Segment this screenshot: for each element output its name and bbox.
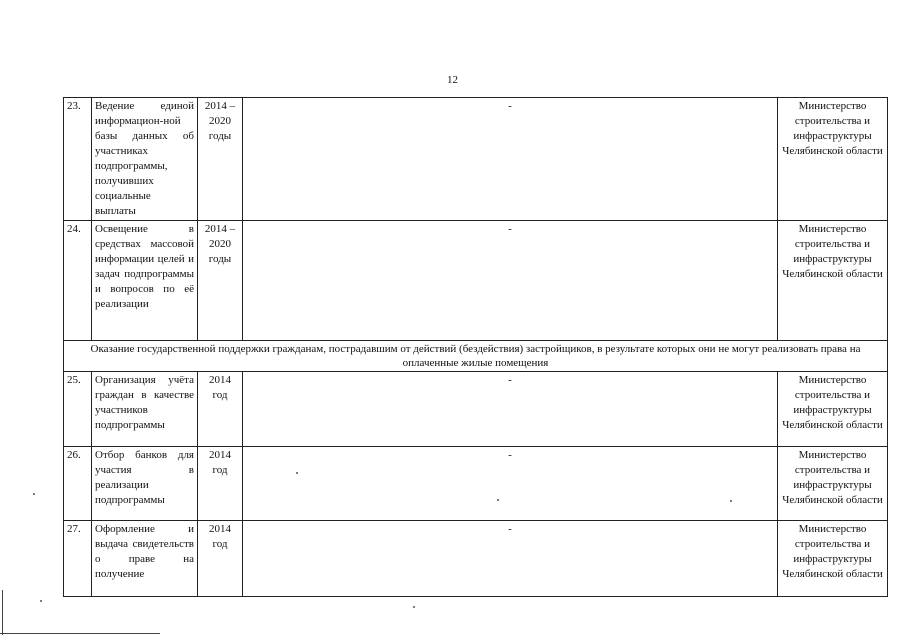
activity-name: Отбор банков для участия в реализации подпрограммы	[92, 447, 198, 521]
responsible-ministry: Министерство строительства и инфраструктуры Челябинской области	[778, 221, 888, 341]
row-number: 23.	[64, 98, 92, 221]
activity-period: 2014 год	[198, 521, 243, 597]
row-number: 25.	[64, 372, 92, 447]
empty-value: -	[243, 521, 778, 597]
section-title: Оказание государственной поддержки гражданам, пострадавшим от действий (бездействия) застройщиков, в результате которых они не могут реализовать права на оплаченные жилые помещения	[64, 341, 888, 372]
table-row	[64, 221, 888, 341]
responsible-ministry: Министерство строительства и инфраструктуры Челябинской области	[778, 372, 888, 447]
activity-period: 2014 год	[198, 372, 243, 447]
table-row	[64, 98, 888, 221]
row-number: 27.	[64, 521, 92, 597]
activity-name: Освещение в средствах массовой информации целей и задач подпрограммы и вопросов по её реализации	[92, 221, 198, 341]
responsible-ministry: Министерство строительства и инфраструктуры Челябинской области	[778, 447, 888, 521]
scan-speck	[413, 606, 415, 608]
activity-period: 2014 год	[198, 447, 243, 521]
section-row	[64, 341, 888, 372]
scan-speck	[497, 499, 499, 501]
activities-table	[63, 97, 888, 597]
activity-name: Оформление и выдача свидетельств о праве на получение	[92, 521, 198, 597]
empty-value: -	[243, 98, 778, 221]
empty-value: -	[243, 447, 778, 521]
scan-speck	[730, 500, 732, 502]
responsible-ministry: Министерство строительства и инфраструктуры Челябинской области	[778, 98, 888, 221]
empty-value: -	[243, 372, 778, 447]
table-row	[64, 372, 888, 447]
activity-name: Организация учёта граждан в качестве участников подпрограммы	[92, 372, 198, 447]
row-number: 24.	[64, 221, 92, 341]
row-number: 26.	[64, 447, 92, 521]
scan-speck	[33, 493, 35, 495]
scan-speck	[296, 472, 298, 474]
empty-value: -	[243, 221, 778, 341]
scan-speck	[40, 600, 42, 602]
table-row	[64, 447, 888, 521]
activity-name: Ведение единой информацион-ной базы данных об участниках подпрограммы, получивших социальные выплаты	[92, 98, 198, 221]
responsible-ministry: Министерство строительства и инфраструктуры Челябинской области	[778, 521, 888, 597]
table-row	[64, 521, 888, 597]
activity-period: 2014 – 2020 годы	[198, 221, 243, 341]
scan-edge-line	[2, 590, 3, 635]
activity-period: 2014 – 2020 годы	[198, 98, 243, 221]
scan-edge-line	[0, 633, 160, 634]
page-number: 12	[447, 74, 458, 86]
